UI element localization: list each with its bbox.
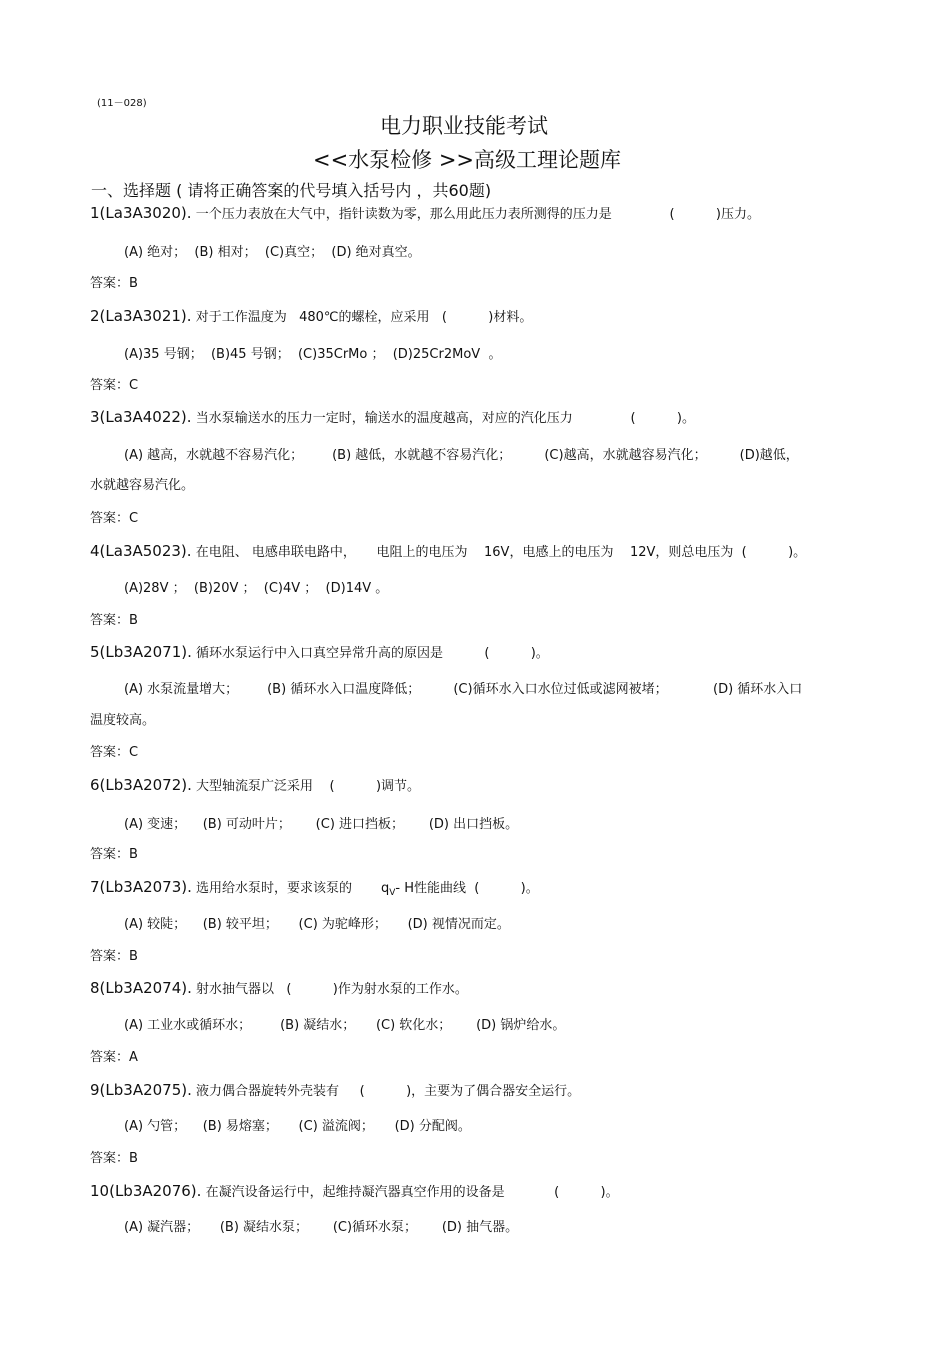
question-8: [90, 978, 468, 997]
question-6-options: (A) 变速； (B) 可动叶片； (C) 进口挡板； (D) 出口挡板。: [124, 817, 519, 832]
question-2: [90, 306, 532, 325]
question-9-options: (A) 勺管； (B) 易熔塞； (C) 溢流阀； (D) 分配阀。: [124, 1119, 471, 1134]
question-5-answer: 答案：C: [90, 745, 139, 760]
question-text: 一个压力表放在大气中，指针读数为零，那么用此压力表所测得的压力是 ( )压力。: [195, 207, 761, 222]
question-text: 射水抽气器以 ( )作为射水泵的工作水。: [196, 982, 468, 997]
question-text: 对于工作温度为 480℃的螺栓，应采用 ( )材料。: [195, 310, 533, 325]
question-5: [90, 642, 549, 661]
question-number: 1(La3A3020).: [90, 204, 192, 222]
question-8-answer: 答案：A: [90, 1050, 138, 1065]
question-number: 4(La3A5023).: [90, 542, 192, 560]
document-title: 电力职业技能考试: [380, 114, 548, 138]
question-8-options: (A) 工业水或循环水； (B) 凝结水； (C) 软化水； (D) 锅炉给水。: [124, 1018, 566, 1033]
question-text: 在电阻、 电感串联电路中， 电阻上的电压为 16V，电感上的电压为 12V，则总电压为 ( )。: [195, 545, 807, 560]
question-text: 在凝汽设备运行中，起维持凝汽器真空作用的设备是 ( )。: [205, 1185, 619, 1200]
question-number: 9(Lb3A2075).: [90, 1081, 192, 1099]
question-4-options: (A)28V ； (B)20V ； (C)4V ； (D)14V 。: [124, 581, 389, 596]
question-number: 7(Lb3A2073).: [90, 878, 192, 896]
question-3-answer: 答案：C: [90, 511, 139, 526]
question-2-answer: 答案：C: [90, 378, 139, 393]
question-3-options: (A) 越高，水就越不容易汽化； (B) 越低，水就越不容易汽化； (C)越高，水就越容易汽化； (D)越低，: [124, 448, 799, 463]
question-4-answer: 答案：B: [90, 613, 138, 628]
question-number: 3(La3A4022).: [90, 408, 192, 426]
question-text-continued: - H性能曲线 ( )。: [395, 881, 539, 896]
question-10: [90, 1181, 619, 1200]
question-1: [90, 203, 760, 222]
question-number: 10(Lb3A2076).: [90, 1182, 202, 1200]
question-9: [90, 1080, 580, 1099]
question-4: [90, 541, 806, 560]
question-5-options: (A) 水泵流量增大； (B) 循环水入口温度降低； (C)循环水入口水位过低或滤网被堵； (D) 循环水入口: [124, 682, 803, 697]
question-3-options-continued: 水就越容易汽化。: [90, 478, 195, 493]
question-7-options: (A) 较陡； (B) 较平坦； (C) 为驼峰形； (D) 视情况而定。: [124, 917, 510, 932]
question-10-options: (A) 凝汽器； (B) 凝结水泵； (C)循环水泵； (D) 抽气器。: [124, 1220, 519, 1235]
question-text: 大型轴流泵广泛采用 ( )调节。: [196, 779, 421, 794]
question-number: 8(Lb3A2074).: [90, 979, 192, 997]
section-heading: 一、选择题 ( 请将正确答案的代号填入括号内 ，共60题): [91, 181, 492, 200]
subscript-v: V: [389, 888, 396, 898]
question-5-options-continued: 温度较高。: [90, 713, 156, 728]
question-1-options: (A) 绝对； (B) 相对； (C)真空； (D) 绝对真空。: [124, 245, 421, 260]
question-2-options: (A)35 号钢； (B)45 号钢； (C)35CrMo ； (D)25Cr2MoV 。: [124, 347, 502, 362]
question-text: 循环水泵运行中入口真空异常升高的原因是 ( )。: [196, 646, 549, 661]
question-number: 6(Lb3A2072).: [90, 776, 192, 794]
question-1-answer: 答案：B: [90, 276, 138, 291]
question-text: 液力偶合器旋转外壳装有 ( )，主要为了偶合器安全运行。: [196, 1084, 581, 1099]
question-number: 5(Lb3A2071).: [90, 643, 192, 661]
question-7: [90, 877, 539, 898]
question-6-answer: 答案：B: [90, 847, 138, 862]
question-number: 2(La3A3021).: [90, 307, 192, 325]
question-6: [90, 775, 420, 794]
document-subtitle: <<水泵检修 >>高级工理论题库: [312, 148, 622, 172]
question-9-answer: 答案：B: [90, 1151, 138, 1166]
document-code: (11－028): [97, 98, 147, 109]
question-text: 当水泵输送水的压力一定时，输送水的温度越高，对应的汽化压力 ( )。: [195, 411, 696, 426]
question-3: [90, 407, 695, 426]
question-text: 选用给水泵时，要求该泵的 q: [196, 881, 390, 896]
question-7-answer: 答案：B: [90, 949, 138, 964]
